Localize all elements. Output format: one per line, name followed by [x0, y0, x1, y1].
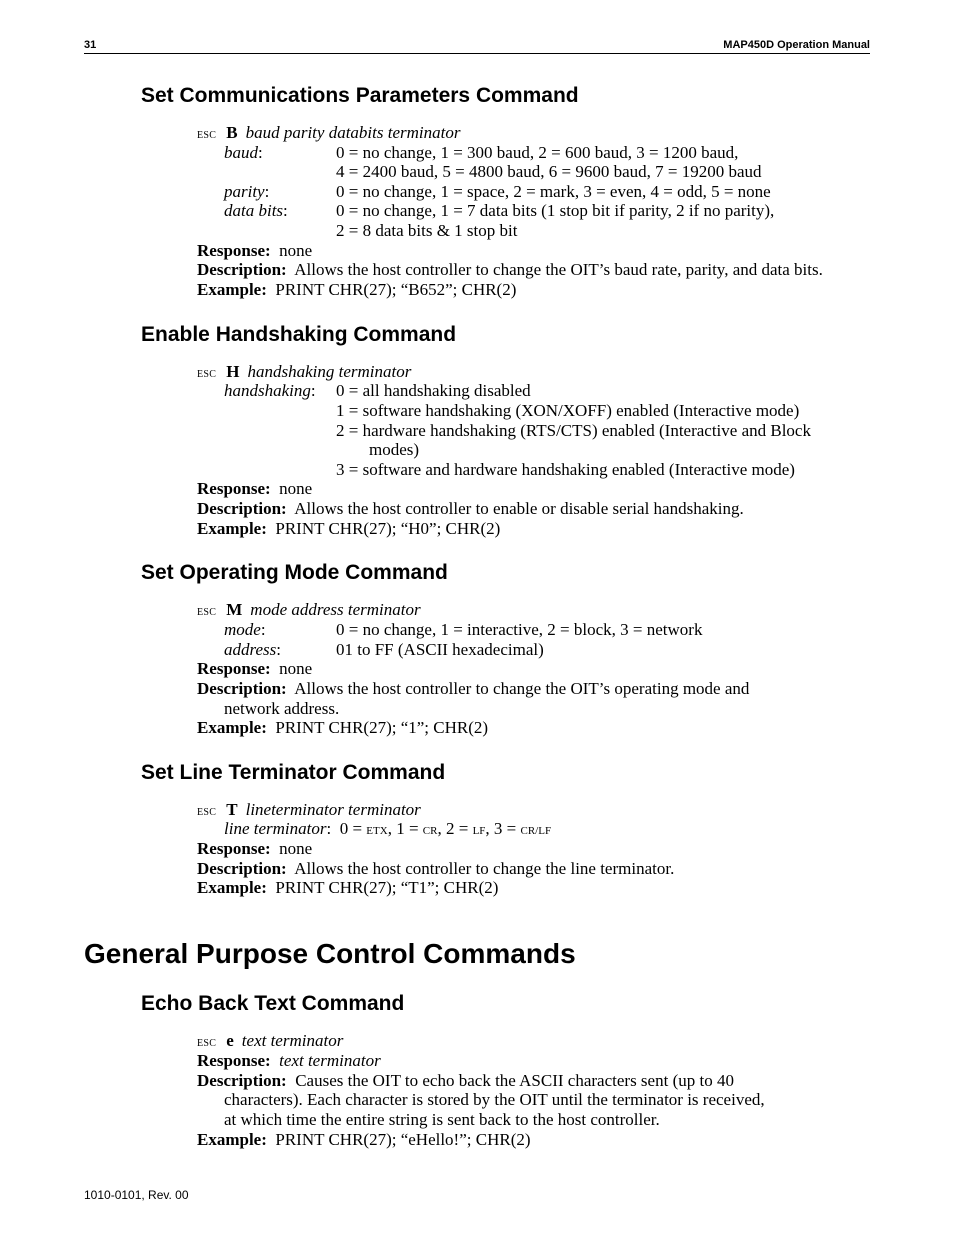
- section-title-handshaking: Enable Handshaking Command: [141, 323, 457, 346]
- response-line: Response: none: [197, 659, 313, 678]
- example-line: Example: PRINT CHR(27); “1”; CHR(2): [197, 718, 489, 737]
- section-title-echo: Echo Back Text Command: [141, 992, 405, 1015]
- param-label-mode: mode:: [224, 620, 266, 639]
- command-letter: T: [226, 800, 238, 819]
- command-letter: e: [226, 1031, 234, 1050]
- param-value: 0 = no change, 1 = 300 baud, 2 = 600 baud, 3 = 1200 baud,: [336, 143, 739, 162]
- param-value: 0 = all handshaking disabled: [336, 381, 531, 400]
- param-label-address: address:: [224, 640, 281, 659]
- example-line: Example: PRINT CHR(27); “T1”; CHR(2): [197, 878, 499, 897]
- description-line: Description: Allows the host controller to enable or disable serial handshaking.: [197, 499, 744, 518]
- description-continuation: network address.: [224, 699, 340, 718]
- param-value: 3 = software and hardware handshaking enabled (Interactive mode): [336, 460, 795, 479]
- param-value: 2 = 8 data bits & 1 stop bit: [336, 221, 518, 240]
- command-syntax: baud parity databits terminator: [245, 123, 461, 142]
- section-title-mode: Set Operating Mode Command: [141, 561, 448, 584]
- esc-key-label: ESC: [197, 369, 217, 380]
- param-value: 2 = hardware handshaking (RTS/CTS) enabled (Interactive and Block: [336, 421, 811, 440]
- param-label-baud: baud:: [224, 143, 263, 162]
- param-label-handshaking: handshaking:: [224, 381, 316, 400]
- chapter-title: General Purpose Control Commands: [84, 938, 576, 969]
- response-line: Response: text terminator: [197, 1051, 381, 1070]
- response-line: Response: none: [197, 241, 313, 260]
- header-rule: [84, 53, 870, 54]
- description-line: Description: Causes the OIT to echo back the ASCII characters sent (up to 40: [197, 1071, 734, 1090]
- manual-title: MAP450D Operation Manual: [723, 39, 870, 51]
- command-syntax: text terminator: [241, 1031, 344, 1050]
- example-line: Example: PRINT CHR(27); “eHello!”; CHR(2): [197, 1130, 531, 1149]
- esc-key-label: ESC: [197, 1038, 217, 1049]
- param-label-parity: parity:: [224, 182, 270, 201]
- description-continuation: at which time the entire string is sent back to the host controller.: [224, 1110, 660, 1129]
- param-value: 1 = software handshaking (XON/XOFF) enabled (Interactive mode): [336, 401, 800, 420]
- param-value: modes): [369, 440, 420, 459]
- description-line: Description: Allows the host controller to change the OIT’s operating mode and: [197, 679, 750, 698]
- doc-number: 1010-0101, Rev. 00: [84, 1188, 189, 1202]
- command-syntax: lineterminator terminator: [245, 800, 421, 819]
- response-line: Response: none: [197, 839, 313, 858]
- section-title-comm: Set Communications Parameters Command: [141, 84, 579, 107]
- param-value: 0 = no change, 1 = 7 data bits (1 stop bit if parity, 2 if no parity),: [336, 201, 775, 220]
- param-value: 4 = 2400 baud, 5 = 4800 baud, 6 = 9600 baud, 7 = 19200 baud: [336, 162, 762, 181]
- param-line-terminator: line terminator: 0 = ETX, 1 = CR, 2 = LF, 3 = CR/LF: [224, 819, 552, 838]
- esc-key-label: ESC: [197, 607, 217, 618]
- command-letter: M: [226, 600, 243, 619]
- param-value: 01 to FF (ASCII hexadecimal): [336, 640, 544, 659]
- description-line: Description: Allows the host controller to change the OIT’s baud rate, parity, and data bits.: [197, 260, 823, 279]
- esc-key-label: ESC: [197, 807, 217, 818]
- response-line: Response: none: [197, 479, 313, 498]
- command-letter: B: [226, 123, 238, 142]
- command-syntax: mode address terminator: [250, 600, 421, 619]
- description-line: Description: Allows the host controller to change the line terminator.: [197, 859, 675, 878]
- example-line: Example: PRINT CHR(27); “B652”; CHR(2): [197, 280, 517, 299]
- description-continuation: characters). Each character is stored by the OIT until the terminator is received,: [224, 1090, 765, 1109]
- param-value: 0 = no change, 1 = interactive, 2 = block, 3 = network: [336, 620, 703, 639]
- param-value: 0 = no change, 1 = space, 2 = mark, 3 = even, 4 = odd, 5 = none: [336, 182, 771, 201]
- section-title-terminator: Set Line Terminator Command: [141, 761, 446, 784]
- esc-key-label: ESC: [197, 130, 217, 141]
- command-syntax: handshaking terminator: [247, 362, 412, 381]
- example-line: Example: PRINT CHR(27); “H0”; CHR(2): [197, 519, 501, 538]
- command-letter: H: [226, 362, 240, 381]
- page-number: 31: [84, 39, 97, 51]
- param-label-databits: data bits:: [224, 201, 288, 220]
